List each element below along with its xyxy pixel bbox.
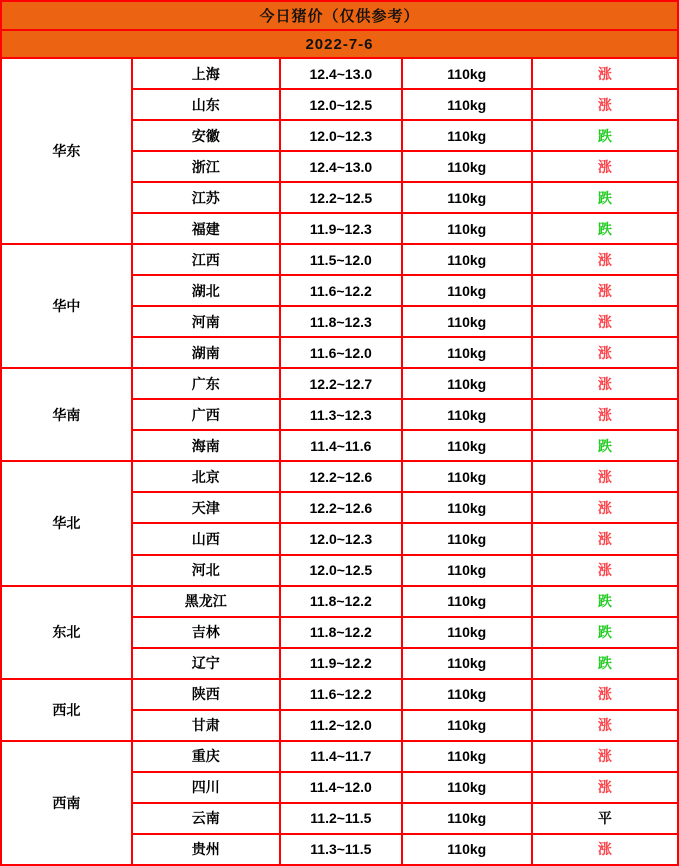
price-range-cell: 12.0~12.3 — [280, 523, 402, 554]
region-cell: 华北 — [1, 461, 132, 585]
trend-cell: 跌 — [532, 586, 678, 617]
price-range-cell: 11.9~12.2 — [280, 648, 402, 679]
date-subtitle: 2022-7-6 — [0, 31, 679, 57]
price-table — [0, 57, 679, 866]
price-range-cell: 12.2~12.6 — [280, 492, 402, 523]
table-row — [1, 586, 678, 617]
trend-cell: 涨 — [532, 368, 678, 399]
province-cell: 甘肃 — [132, 710, 280, 741]
price-range-cell: 12.2~12.7 — [280, 368, 402, 399]
province-cell: 黑龙江 — [132, 586, 280, 617]
trend-cell: 跌 — [532, 648, 678, 679]
weight-cell: 110kg — [402, 244, 532, 275]
province-cell: 云南 — [132, 803, 280, 834]
price-range-cell: 12.2~12.6 — [280, 461, 402, 492]
price-range-cell: 11.6~12.0 — [280, 337, 402, 368]
province-cell: 江苏 — [132, 182, 280, 213]
province-cell: 湖北 — [132, 275, 280, 306]
price-range-cell: 11.4~11.6 — [280, 430, 402, 461]
weight-cell: 110kg — [402, 834, 532, 865]
weight-cell: 110kg — [402, 461, 532, 492]
region-cell: 华中 — [1, 244, 132, 368]
price-range-cell: 12.4~13.0 — [280, 58, 402, 89]
province-cell: 广西 — [132, 399, 280, 430]
table-row — [1, 58, 678, 89]
price-range-cell: 12.0~12.5 — [280, 89, 402, 120]
region-cell: 西南 — [1, 741, 132, 865]
trend-cell: 涨 — [532, 710, 678, 741]
table-row — [1, 244, 678, 275]
price-range-cell: 11.8~12.2 — [280, 586, 402, 617]
province-cell: 陕西 — [132, 679, 280, 710]
trend-cell: 涨 — [532, 492, 678, 523]
weight-cell: 110kg — [402, 399, 532, 430]
province-cell: 山东 — [132, 89, 280, 120]
trend-cell: 涨 — [532, 306, 678, 337]
price-range-cell: 12.4~13.0 — [280, 151, 402, 182]
trend-cell: 涨 — [532, 89, 678, 120]
region-cell: 西北 — [1, 679, 132, 741]
price-range-cell: 12.2~12.5 — [280, 182, 402, 213]
weight-cell: 110kg — [402, 648, 532, 679]
province-cell: 浙江 — [132, 151, 280, 182]
weight-cell: 110kg — [402, 151, 532, 182]
province-cell: 河南 — [132, 306, 280, 337]
trend-cell: 跌 — [532, 213, 678, 244]
price-range-cell: 11.8~12.2 — [280, 617, 402, 648]
trend-cell: 涨 — [532, 555, 678, 586]
weight-cell: 110kg — [402, 555, 532, 586]
table-row — [1, 741, 678, 772]
weight-cell: 110kg — [402, 213, 532, 244]
price-table-body — [1, 58, 678, 865]
province-cell: 河北 — [132, 555, 280, 586]
weight-cell: 110kg — [402, 617, 532, 648]
price-range-cell: 11.3~12.3 — [280, 399, 402, 430]
price-range-cell: 11.2~12.0 — [280, 710, 402, 741]
weight-cell: 110kg — [402, 182, 532, 213]
weight-cell: 110kg — [402, 772, 532, 803]
province-cell: 北京 — [132, 461, 280, 492]
weight-cell: 110kg — [402, 710, 532, 741]
province-cell: 吉林 — [132, 617, 280, 648]
trend-cell: 跌 — [532, 617, 678, 648]
table-row — [1, 679, 678, 710]
province-cell: 四川 — [132, 772, 280, 803]
trend-cell: 涨 — [532, 772, 678, 803]
table-row — [1, 461, 678, 492]
trend-cell: 涨 — [532, 58, 678, 89]
trend-cell: 涨 — [532, 399, 678, 430]
weight-cell: 110kg — [402, 368, 532, 399]
weight-cell: 110kg — [402, 523, 532, 554]
price-range-cell: 11.2~11.5 — [280, 803, 402, 834]
trend-cell: 跌 — [532, 430, 678, 461]
trend-cell: 涨 — [532, 151, 678, 182]
table-row — [1, 368, 678, 399]
price-range-cell: 11.4~12.0 — [280, 772, 402, 803]
weight-cell: 110kg — [402, 120, 532, 151]
weight-cell: 110kg — [402, 679, 532, 710]
province-cell: 安徽 — [132, 120, 280, 151]
trend-cell: 涨 — [532, 461, 678, 492]
price-range-cell: 12.0~12.5 — [280, 555, 402, 586]
weight-cell: 110kg — [402, 89, 532, 120]
province-cell: 山西 — [132, 523, 280, 554]
region-cell: 华南 — [1, 368, 132, 461]
price-range-cell: 12.0~12.3 — [280, 120, 402, 151]
trend-cell: 涨 — [532, 523, 678, 554]
weight-cell: 110kg — [402, 803, 532, 834]
province-cell: 江西 — [132, 244, 280, 275]
weight-cell: 110kg — [402, 492, 532, 523]
province-cell: 贵州 — [132, 834, 280, 865]
price-range-cell: 11.6~12.2 — [280, 679, 402, 710]
region-cell: 华东 — [1, 58, 132, 244]
price-range-cell: 11.8~12.3 — [280, 306, 402, 337]
trend-cell: 涨 — [532, 244, 678, 275]
page-title: 今日猪价（仅供参考） — [0, 0, 679, 31]
price-range-cell: 11.9~12.3 — [280, 213, 402, 244]
trend-cell: 平 — [532, 803, 678, 834]
province-cell: 辽宁 — [132, 648, 280, 679]
province-cell: 广东 — [132, 368, 280, 399]
trend-cell: 涨 — [532, 337, 678, 368]
weight-cell: 110kg — [402, 337, 532, 368]
price-range-cell: 11.4~11.7 — [280, 741, 402, 772]
province-cell: 上海 — [132, 58, 280, 89]
trend-cell: 涨 — [532, 679, 678, 710]
trend-cell: 涨 — [532, 834, 678, 865]
weight-cell: 110kg — [402, 275, 532, 306]
price-range-cell: 11.6~12.2 — [280, 275, 402, 306]
province-cell: 海南 — [132, 430, 280, 461]
trend-cell: 涨 — [532, 275, 678, 306]
price-range-cell: 11.3~11.5 — [280, 834, 402, 865]
weight-cell: 110kg — [402, 430, 532, 461]
province-cell: 重庆 — [132, 741, 280, 772]
province-cell: 福建 — [132, 213, 280, 244]
weight-cell: 110kg — [402, 586, 532, 617]
region-cell: 东北 — [1, 586, 132, 679]
trend-cell: 跌 — [532, 120, 678, 151]
price-range-cell: 11.5~12.0 — [280, 244, 402, 275]
trend-cell: 跌 — [532, 182, 678, 213]
trend-cell: 涨 — [532, 741, 678, 772]
weight-cell: 110kg — [402, 741, 532, 772]
province-cell: 天津 — [132, 492, 280, 523]
weight-cell: 110kg — [402, 306, 532, 337]
weight-cell: 110kg — [402, 58, 532, 89]
province-cell: 湖南 — [132, 337, 280, 368]
